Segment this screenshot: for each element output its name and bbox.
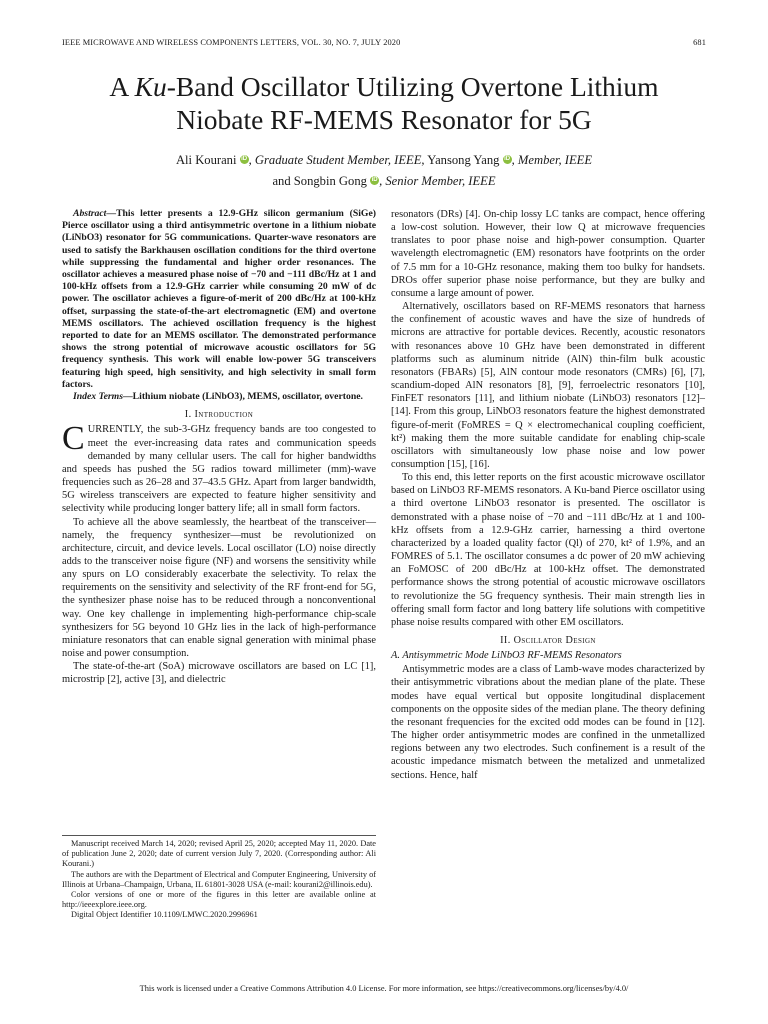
author-name: Ali Kourani (175, 153, 237, 167)
intro-paragraph: The state-of-the-art (SoA) microwave oscillators are based on LC [1], microstrip [2], active [3], and dielectric (62, 661, 376, 686)
body-paragraph: To this end, this letter reports on the first acoustic microwave oscillator based on LiNbO3 RF-MEMS resonators. A Ku-band Pierce oscillator using a third overtone LiNbO3 resonator is presented. The oscillator is demonstrated with a phase noise of −70 and −111 dBc/Hz at 1 and 100-kHz offsets from a 12.9-GHz carrier, harnessing a third overtone characterized by a loaded quality factor (Ql) of 270, kt² of 1.9%, and an FOMRES of 5.1. The oscillator consumes a dc power of 20 mW achieving an FoMOSC of 200 dBc/Hz at 100-kHz offset. The demonstrated performance shows the strong potential of acoustic microwave oscillators to revolutionize the 5G frequency synthesis. Their main strength lies in offering small form factor and long battery life solutions with competitive phase noise results compared with other EM oscillators. (391, 472, 705, 628)
body-paragraph: resonators (DRs) [4]. On-chip lossy LC tanks are compact, hence offering a low-cost solution. However, their low Q at microwave frequencies translates to poor phase noise and high-power consumption. Quarter wavelength electromagnetic (EM) resonators have footprints on the order of 7.5 mm for a 10-GHz resonance, making them too bulky for handsets. DROs offer superior phase noise performance, but they are bulky and consume a large amount of power. (391, 209, 705, 299)
paper-title: A Ku-Band Oscillator Utilizing Overtone Lithium Niobate RF-MEMS Resonator for 5G (109, 71, 659, 135)
subsection-heading: A. Antisymmetric Mode LiNbO3 RF-MEMS Resonators (391, 650, 622, 662)
author-role: , Graduate Student Member, IEEE (248, 153, 422, 167)
footnote: Digital Object Identifier 10.1109/LMWC.2020.2996961 (71, 910, 258, 920)
body-paragraph: Antisymmetric modes are a class of Lamb-wave modes characterized by their antisymmetric vibrations about the median plane of the plate. These modes have equal vertical but opposite longitudinal displacement components on the opposite sides of the median plane. The theory defining the resonant frequencies for the excited odd modes can be found in [12]. The higher order antisymmetric modes are confined in the unmetallized regions between any two electrodes. Such confinement is a result of the acoustic impedance mismatch between the metalized and unmetalized sections. Hence, half (391, 664, 705, 781)
footnote: Manuscript received March 14, 2020; revised April 25, 2020; accepted May 11, 2020. Date of publication June 2, 2020; date of current version July 7, 2020. (Corresponding author: Ali Kourani.) (62, 839, 376, 869)
orcid-icon[interactable]: iD (241, 156, 248, 162)
section-heading: II. Oscillator Design (500, 635, 596, 646)
author-role: , Member, IEEE (511, 153, 593, 167)
left-column (62, 208, 376, 687)
license-notice: This work is licensed under a Creative Commons Attribution 4.0 License. For more information, see https://creativecommons.org/licenses/by/4.0/ (139, 984, 629, 993)
author-role: , Senior Member, IEEE (379, 174, 496, 188)
intro-paragraph: To achieve all the above seamlessly, the heartbeat of the transceiver—namely, the frequency synthesizer—must be revolutionized on architecture, circuit, and device levels. Local oscillator (LO) noise directly adds to the transceiver noise figure (NF) and worsens the sensitivity while any spurs on LO considerably exacerbate the selectivity. To relax the requirements on the sensitivity and selectivity of the RF front-end for 5G, the synthesizer phase noise has to be reduced through a nonconventional way. One key challenge in implementing high-performance chip-scale synthesizers for 5G beyond 10 GHz lies in the lack of high-performance miniature resonators that can enable signal generation with minimal phase noise and power consumption. (62, 516, 376, 660)
intro-paragraph: CURRENTLY, the sub-3-GHz frequency bands are too congested to meet the ever-increasing data rates and communication speeds demanded by many cellular users. The call for higher bandwidths and speeds has pushed the 5G radios toward millimeter (mm)-wave frequencies such as 26–28 and 37–43.5 GHz. Apart from larger bandwidth, 5G wireless transceivers are expected to feature higher sensitivity and selectivity while producing longer battery life; all in small form factors. (62, 420, 376, 515)
orcid-icon[interactable]: iD (371, 177, 378, 183)
footnote: The authors are with the Department of Electrical and Computer Engineering, University of Illinois at Urbana–Champaign, Urbana, IL 61801-3028 USA (e-mail: kourani2@illinois.edu). (62, 869, 376, 889)
orcid-icon[interactable]: iD (504, 156, 511, 162)
footnotes (62, 835, 376, 921)
page-number: 681 (693, 38, 706, 47)
right-column (391, 208, 705, 782)
footnote: Color versions of one or more of the figures in this letter are available online at http://ieeexplore.ieee.org. (62, 890, 376, 910)
index-terms: Index Terms—Lithium niobate (LiNbO3), MEMS, oscillator, overtone. (73, 391, 363, 403)
journal-header: IEEE MICROWAVE AND WIRELESS COMPONENTS LETTERS, VOL. 30, NO. 7, JULY 2020 (62, 38, 401, 47)
author-name: and Songbin Gong (272, 174, 367, 188)
drop-cap: C (62, 420, 85, 458)
abstract: Abstract—This letter presents a 12.9-GHz silicon germanium (SiGe) Pierce oscillator using a third antisymmetric overtone in a lithium niobate (LiNbO3) resonator for 5G communications. Quarter-wave resonators are used to satisfy the Barkhausen oscillation conditions for the third overtone while suppressing the fundamental and higher order resonances. The oscillator achieves a measured phase noise of −70 and −111 dBc/Hz at 1 and 100-kHz offsets from a 12.9-GHz carrier while consuming 20 mW of dc power. The oscillator achieves a figure-of-merit of 200 dBc/Hz at 100-kHz offset, surpassing the state-of-the-art electromagnetic (EM) and overtone MEMS oscillators. The achieved oscillation frequency is the highest reported to date for an MEMS oscillator. The demonstrated performance shows the strong potential of microwave acoustic oscillators for 5G frequency synthesis. This work will enable low-power 5G transceivers featuring high speed, high sensitivity, and high selectivity in small form factors. (62, 208, 376, 390)
body-paragraph: Alternatively, oscillators based on RF-MEMS resonators that harness the confinement of acoustic waves and have the size of hundreds of microns are attractive for portable devices. Recently, acoustic resonators with resonances above 10 GHz have been demonstrated in different platforms such as aluminum nitride (AlN) thin-film bulk acoustic resonators (FBARs) [5], AlN contour mode resonators (CMRs) [6], [7], scandium-doped AlN resonators [8], [9], ferroelectric resonators [10], FinFET resonators [11], and lithium niobate (LiNbO3) resonators [12]–[14]. From this group, LiNbO3 resonators feature the highest demonstrated figure-of-merit (FoMRES = Q × electromechanical coupling coefficient, kt²) making them the more suitable candidate for enabling chip-scale oscillators with simultaneously low phase noise and low power consumption [15], [16]. (391, 301, 705, 470)
author-list (40, 150, 728, 192)
author-name: , Yansong Yang (421, 153, 500, 167)
running-head (62, 38, 706, 47)
section-heading: I. Introduction (184, 409, 254, 421)
